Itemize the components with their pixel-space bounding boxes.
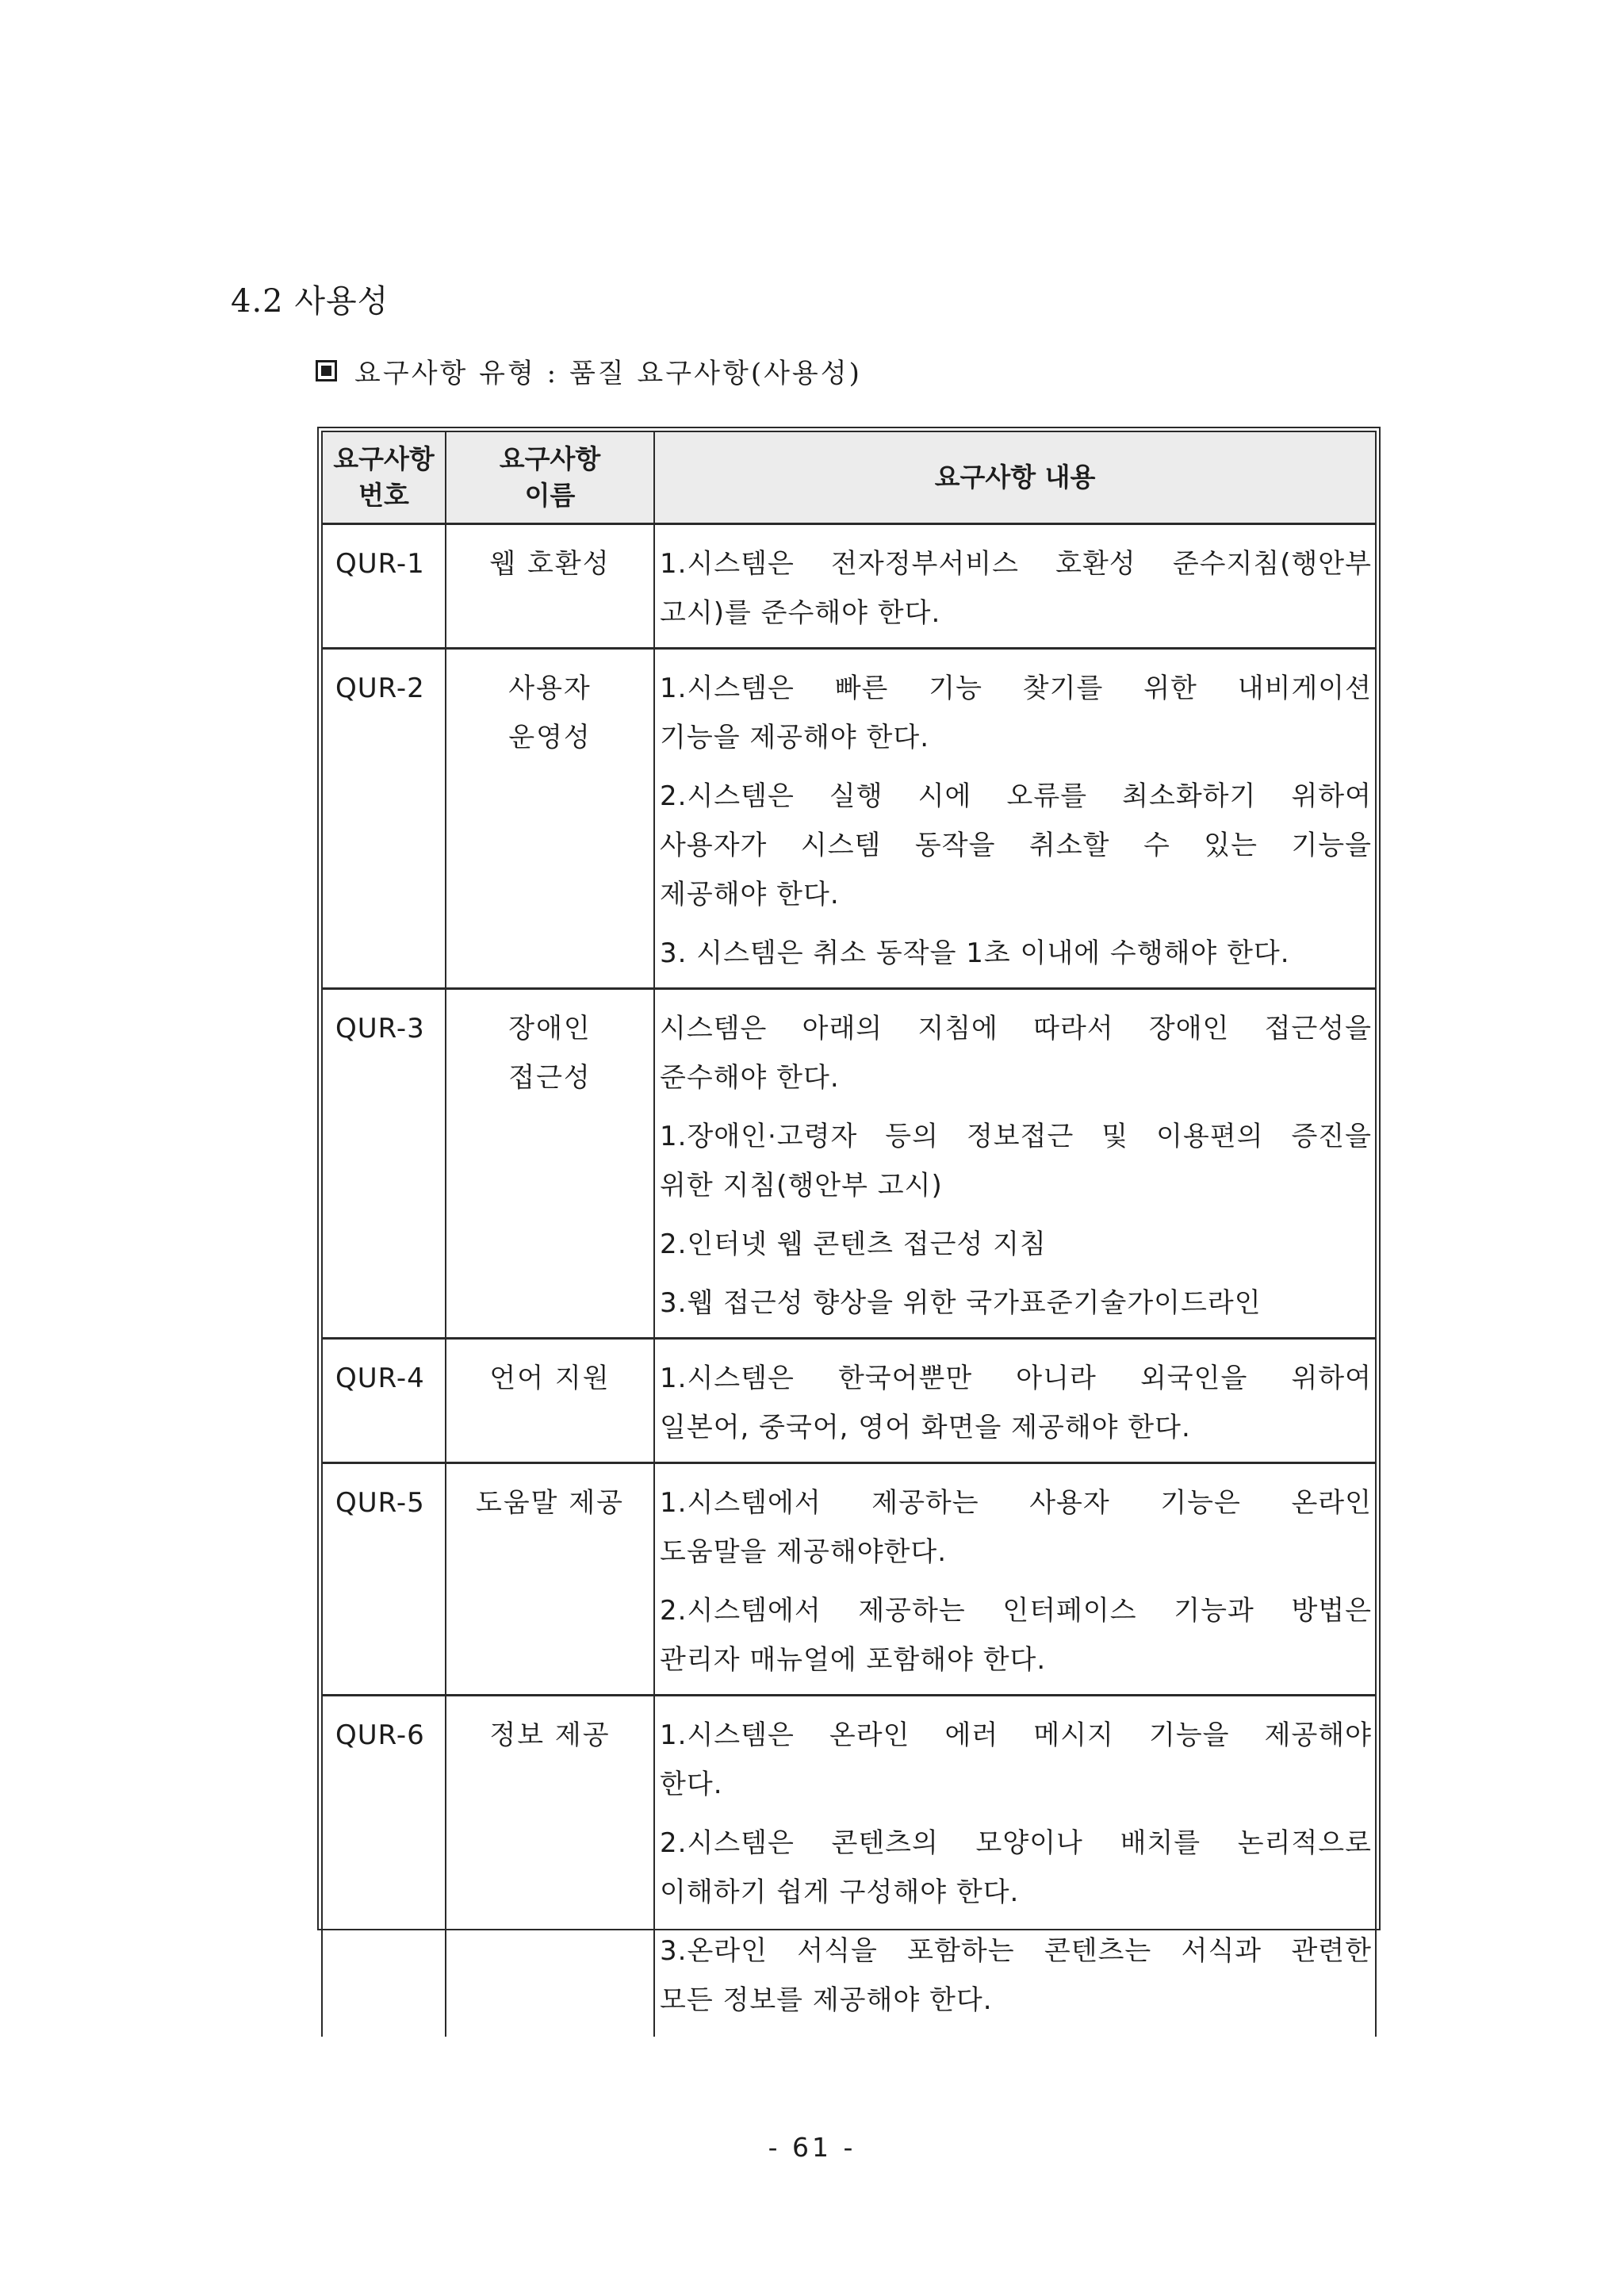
page-number: - 61 - bbox=[768, 2132, 856, 2163]
requirement-line: 3. 시스템은 취소 동작을 1초 이내에 수행해야 한다. bbox=[660, 937, 1290, 969]
requirement-type-line bbox=[316, 351, 862, 390]
section-title: 4.2 사용성 bbox=[231, 283, 389, 320]
requirement-item bbox=[660, 929, 1372, 978]
requirement-line: 1.시스템은 빠른 기능 찾기를 위한 내비게이션 bbox=[660, 673, 1372, 704]
table-row bbox=[322, 524, 1376, 649]
requirement-item bbox=[660, 1586, 1372, 1685]
requirement-line: 2.시스템은 실행 시에 오류를 최소화하기 위하여 bbox=[660, 780, 1372, 812]
req-name-cell bbox=[446, 649, 654, 989]
header-req-content: 요구사항 내용 bbox=[654, 431, 1376, 524]
requirement-line: 2.시스템에서 제공하는 인터페이스 기능과 방법은 bbox=[660, 1595, 1372, 1627]
table-row bbox=[322, 1339, 1376, 1463]
requirement-item bbox=[660, 772, 1372, 919]
requirement-line: 1.시스템은 전자정부서비스 호환성 준수지침(행안부 bbox=[660, 548, 1372, 580]
requirement-line: 한다. bbox=[660, 1769, 723, 1800]
req-id-cell: QUR-1 bbox=[322, 524, 446, 649]
requirement-item bbox=[660, 1354, 1372, 1452]
requirement-item bbox=[660, 1278, 1372, 1328]
table-body bbox=[322, 524, 1376, 2037]
requirement-line: 1.시스템은 한국어뿐만 아니라 외국인을 위하여 bbox=[660, 1363, 1372, 1394]
req-name-cell bbox=[446, 989, 654, 1339]
requirement-item bbox=[660, 1112, 1372, 1210]
requirement-line: 제공해야 한다. bbox=[660, 879, 840, 910]
req-content-cell bbox=[654, 1696, 1376, 2037]
requirement-item bbox=[660, 1711, 1372, 1809]
table-row bbox=[322, 649, 1376, 989]
req-name-line: 사용자 bbox=[508, 673, 592, 704]
requirement-line: 위한 지침(행안부 고시) bbox=[660, 1170, 943, 1202]
table-row bbox=[322, 989, 1376, 1339]
table-header-row bbox=[322, 431, 1376, 524]
req-name-line: 웹 호환성 bbox=[489, 548, 611, 580]
requirement-line: 사용자가 시스템 동작을 취소할 수 있는 기능을 bbox=[660, 830, 1372, 861]
req-name-line: 정보 제공 bbox=[489, 1719, 611, 1751]
requirement-line: 준수해야 한다. bbox=[660, 1062, 840, 1094]
req-name-cell bbox=[446, 1339, 654, 1463]
req-content-cell bbox=[654, 1339, 1376, 1463]
filled-square-bullet-icon bbox=[316, 360, 337, 381]
requirement-line: 시스템은 아래의 지침에 따라서 장애인 접근성을 bbox=[660, 1013, 1372, 1045]
req-name-cell bbox=[446, 524, 654, 649]
req-content-cell bbox=[654, 524, 1376, 649]
req-name-cell bbox=[446, 1463, 654, 1696]
requirement-item bbox=[660, 1220, 1372, 1269]
requirement-line: 고시)를 준수해야 한다. bbox=[660, 597, 941, 629]
requirement-item bbox=[660, 1478, 1372, 1577]
req-id-cell: QUR-6 bbox=[322, 1696, 446, 2037]
requirement-item bbox=[660, 539, 1372, 638]
requirement-item bbox=[660, 1004, 1372, 1102]
requirement-item bbox=[660, 664, 1372, 762]
requirements-table-frame bbox=[317, 427, 1381, 2016]
table-row bbox=[322, 1463, 1376, 1696]
req-name-line: 운영성 bbox=[508, 722, 592, 753]
requirement-line: 2.인터넷 웹 콘텐츠 접근성 지침 bbox=[660, 1228, 1047, 1260]
requirement-line: 도움말을 제공해야한다. bbox=[660, 1536, 948, 1568]
requirement-line: 기능을 제공해야 한다. bbox=[660, 722, 930, 753]
req-id-cell: QUR-4 bbox=[322, 1339, 446, 1463]
requirement-line: 3.온라인 서식을 포함하는 콘텐츠는 서식과 관련한 bbox=[660, 1935, 1372, 1967]
req-name-line: 장애인 bbox=[508, 1013, 592, 1045]
requirement-line: 이해하기 쉽게 구성해야 한다. bbox=[660, 1876, 1020, 1908]
req-content-cell bbox=[654, 989, 1376, 1339]
requirement-type-text: 요구사항 유형 : 품질 요구사항(사용성) bbox=[354, 358, 862, 389]
table-row bbox=[322, 1696, 1376, 2037]
req-name-line: 도움말 제공 bbox=[475, 1487, 625, 1519]
requirement-item bbox=[660, 1926, 1372, 2025]
requirement-line: 1.시스템에서 제공하는 사용자 기능은 온라인 bbox=[660, 1487, 1372, 1519]
req-id-cell: QUR-2 bbox=[322, 649, 446, 989]
requirement-line: 2.시스템은 콘텐츠의 모양이나 배치를 논리적으로 bbox=[660, 1827, 1372, 1859]
req-content-cell bbox=[654, 1463, 1376, 1696]
req-id-cell: QUR-5 bbox=[322, 1463, 446, 1696]
requirement-line: 1.장애인·고령자 등의 정보접근 및 이용편의 증진을 bbox=[660, 1121, 1372, 1152]
requirement-line: 3.웹 접근성 향상을 위한 국가표준기술가이드라인 bbox=[660, 1287, 1262, 1319]
header-req-id: 요구사항 번호 bbox=[322, 431, 446, 524]
req-content-cell bbox=[654, 649, 1376, 989]
requirement-item bbox=[660, 1819, 1372, 1917]
req-id-cell: QUR-3 bbox=[322, 989, 446, 1339]
req-name-cell bbox=[446, 1696, 654, 2037]
req-name-line: 언어 지원 bbox=[489, 1363, 611, 1394]
requirement-line: 모든 정보를 제공해야 한다. bbox=[660, 1984, 993, 2016]
req-name-line: 접근성 bbox=[508, 1062, 592, 1094]
requirement-line: 1.시스템은 온라인 에러 메시지 기능을 제공해야 bbox=[660, 1719, 1372, 1751]
requirement-line: 관리자 매뉴얼에 포함해야 한다. bbox=[660, 1644, 1047, 1676]
requirement-line: 일본어, 중국어, 영어 화면을 제공해야 한다. bbox=[660, 1412, 1191, 1443]
requirements-table bbox=[321, 431, 1377, 2037]
header-req-name: 요구사항 이름 bbox=[446, 431, 654, 524]
